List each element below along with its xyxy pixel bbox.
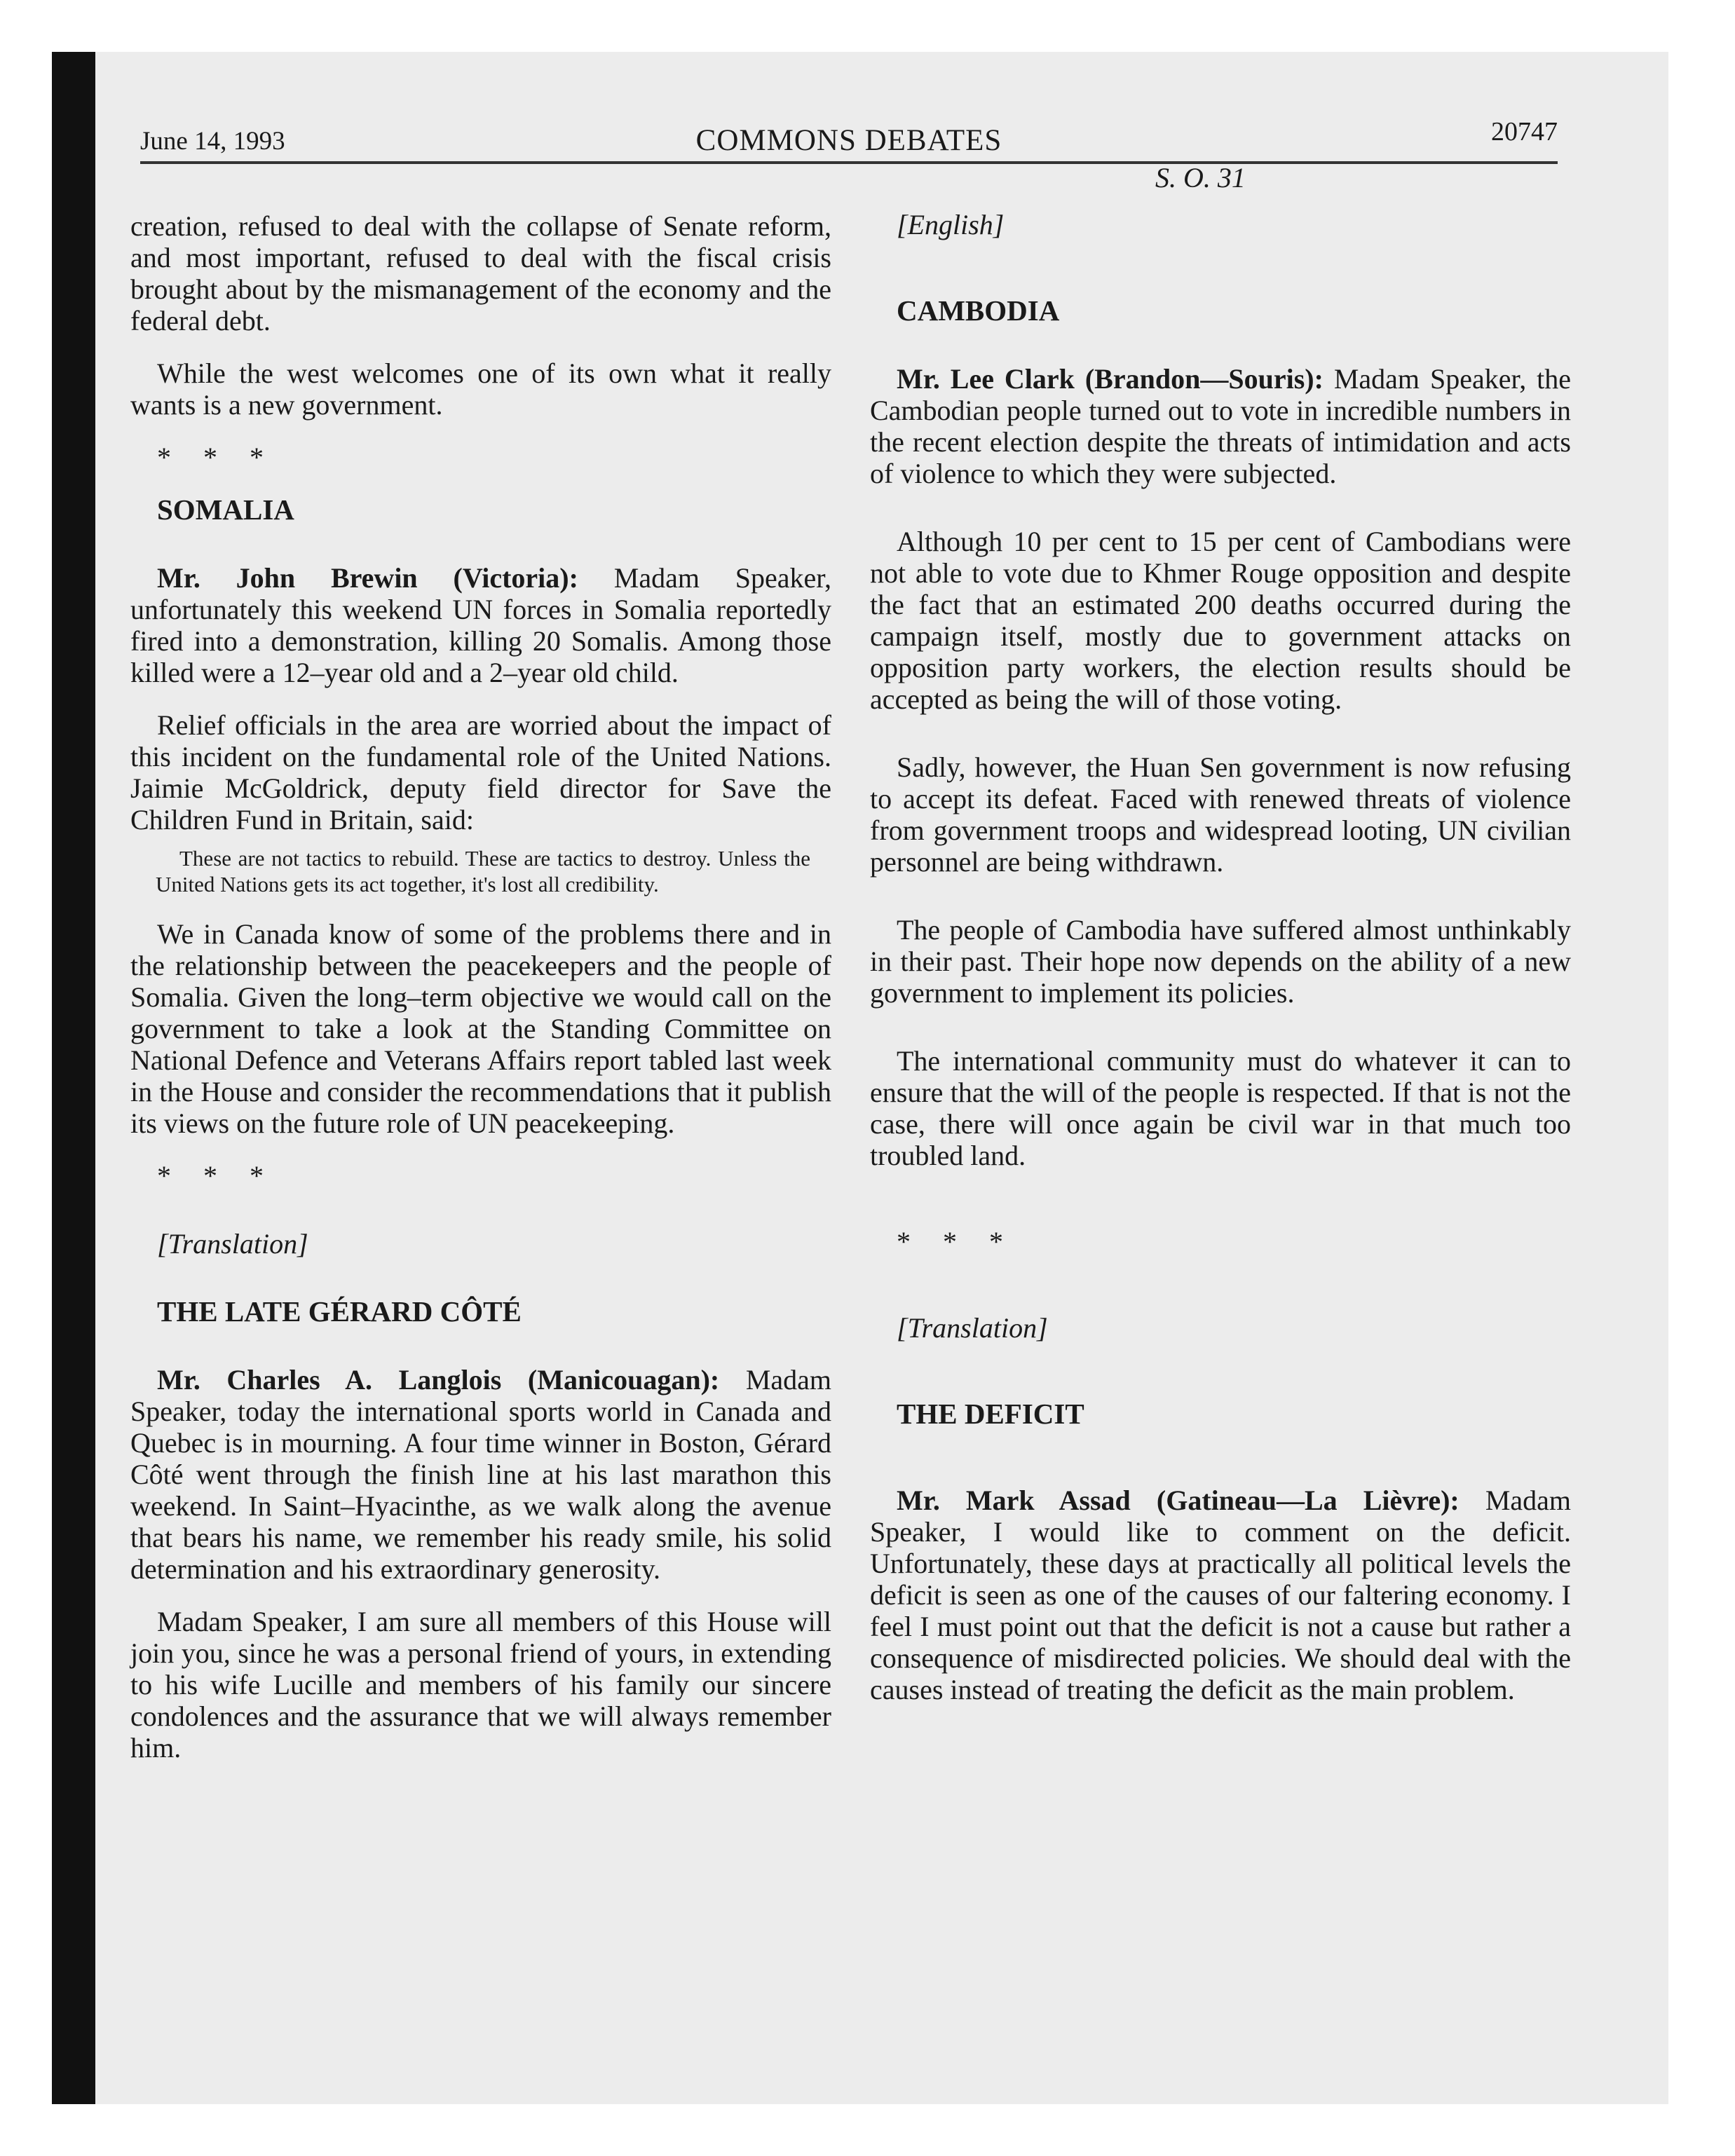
speaker-name: Mr. Charles A. Langlois (Manicouagan): — [157, 1364, 720, 1396]
header-date: June 14, 1993 — [140, 127, 285, 156]
section-separator: * * * — [157, 442, 276, 473]
binding-edge — [52, 52, 95, 2104]
speech-paragraph — [870, 1485, 1571, 1705]
paragraph: The people of Cambodia have suffered almost unthinkably in their past. Their hope now depends on the ability of a new government to implement its policies. — [870, 914, 1571, 1009]
paragraph: We in Canada know of some of the problems there and in the relationship between the peacekeepers and the people of Somalia. Given the long–term objective we would call on the government to take a look at the Standing Committee on National Defence and Veterans Affairs report tabled last week in the House and consider the recommendations that it publish its views on the future role of UN peacekeeping. — [130, 918, 831, 1139]
language-marker: [Translation] — [157, 1228, 308, 1260]
speaker-name: Mr. Mark Assad (Gatineau—La Lièvre): — [897, 1485, 1460, 1516]
speech-text: Madam Speaker, unfortunately this weekend UN forces in Somalia reportedly fired into a demonstration, killing 20 Somalis. Among those killed were a 12–year old and a 2–year old child. — [130, 562, 832, 688]
section-separator: * * * — [897, 1226, 1016, 1257]
left-column — [130, 210, 831, 1763]
section-heading-cote: THE LATE GÉRARD CÔTÉ — [157, 1295, 522, 1328]
paragraph: Madam Speaker, I am sure all members of this House will join you, since he was a personal friend of yours, in extending to his wife Lucille and members of his family our sincere condolences and the assurance that we will always remember him. — [130, 1606, 831, 1763]
header-page-number: 20747 — [1491, 117, 1558, 146]
section-heading-cambodia: CAMBODIA — [897, 294, 1060, 327]
section-separator: * * * — [157, 1160, 276, 1192]
paragraph: Relief officials in the area are worried about the impact of this incident on the fundamental role of the United Nations. Jaimie McGoldrick, deputy field director for Save the Children Fund in Britain, said: — [130, 709, 831, 835]
language-marker: [Translation] — [897, 1312, 1048, 1344]
quote-text: These are not tactics to rebuild. These are tactics to destroy. Unless the United Nations gets its act together, it's lost all credibility. — [156, 846, 810, 896]
speech-text: Madam Speaker, I would like to comment on the deficit. Unfortunately, these days at practically all political levels the deficit is seen as one of the causes of our faltering economy. I feel I must point out that the deficit is not a cause but rather a consequence of misdirected policies. We should deal with the causes instead of treating the deficit as the main problem. — [870, 1485, 1571, 1705]
paragraph: Sadly, however, the Huan Sen government is now refusing to accept its defeat. Faced with renewed threats of violence from government troops and widespread looting, UN civilian personnel are being withdrawn. — [870, 751, 1571, 878]
header-title: COMMONS DEBATES — [695, 124, 1002, 157]
speaker-name: Mr. John Brewin (Victoria): — [157, 562, 578, 594]
speech-text: Madam Speaker, the Cambodian people turned out to vote in incredible numbers in the recent election despite the threats of intimidation and acts of violence to which they were subjected. — [870, 363, 1571, 489]
speech-paragraph — [130, 1364, 831, 1585]
section-heading-somalia: SOMALIA — [157, 493, 294, 526]
paragraph: While the west welcomes one of its own what it really wants is a new government. — [130, 357, 831, 421]
speech-paragraph — [870, 363, 1571, 489]
paragraph: Although 10 per cent to 15 per cent of Cambodians were not able to vote due to Khmer Rouge opposition and despite the fact that an estimated 200 deaths occurred during the campaign itself, mostly due to government attacks on opposition party workers, the election results should be accepted as being the will of those voting. — [870, 526, 1571, 715]
language-marker: [English] — [897, 209, 1005, 240]
speech-paragraph — [130, 562, 831, 688]
section-heading-deficit: THE DEFICIT — [897, 1398, 1084, 1430]
page-header — [140, 77, 1558, 164]
speech-text: Madam Speaker, today the international sports world in Canada and Quebec is in mourning. A four time winner in Boston, Gérard Côté went through the finish line at his last marathon this weekend. In Saint–Hyacinthe, as we walk along the avenue that bears his name, we remember his ready smile, his solid determination and his extraordinary generosity. — [130, 1364, 832, 1585]
block-quote — [156, 845, 810, 897]
speaker-name: Mr. Lee Clark (Brandon—Souris): — [897, 363, 1324, 395]
section-marker: S. O. 31 — [1155, 162, 1246, 193]
right-column — [870, 209, 1571, 1705]
paragraph: The international community must do whatever it can to ensure that the will of the people is respected. If that is not the case, there will once again be civil war in that much too troubled land. — [870, 1045, 1571, 1171]
paragraph: creation, refused to deal with the collapse of Senate reform, and most important, refused to deal with the fiscal crisis brought about by the mismanagement of the economy and the federal debt. — [130, 210, 831, 336]
